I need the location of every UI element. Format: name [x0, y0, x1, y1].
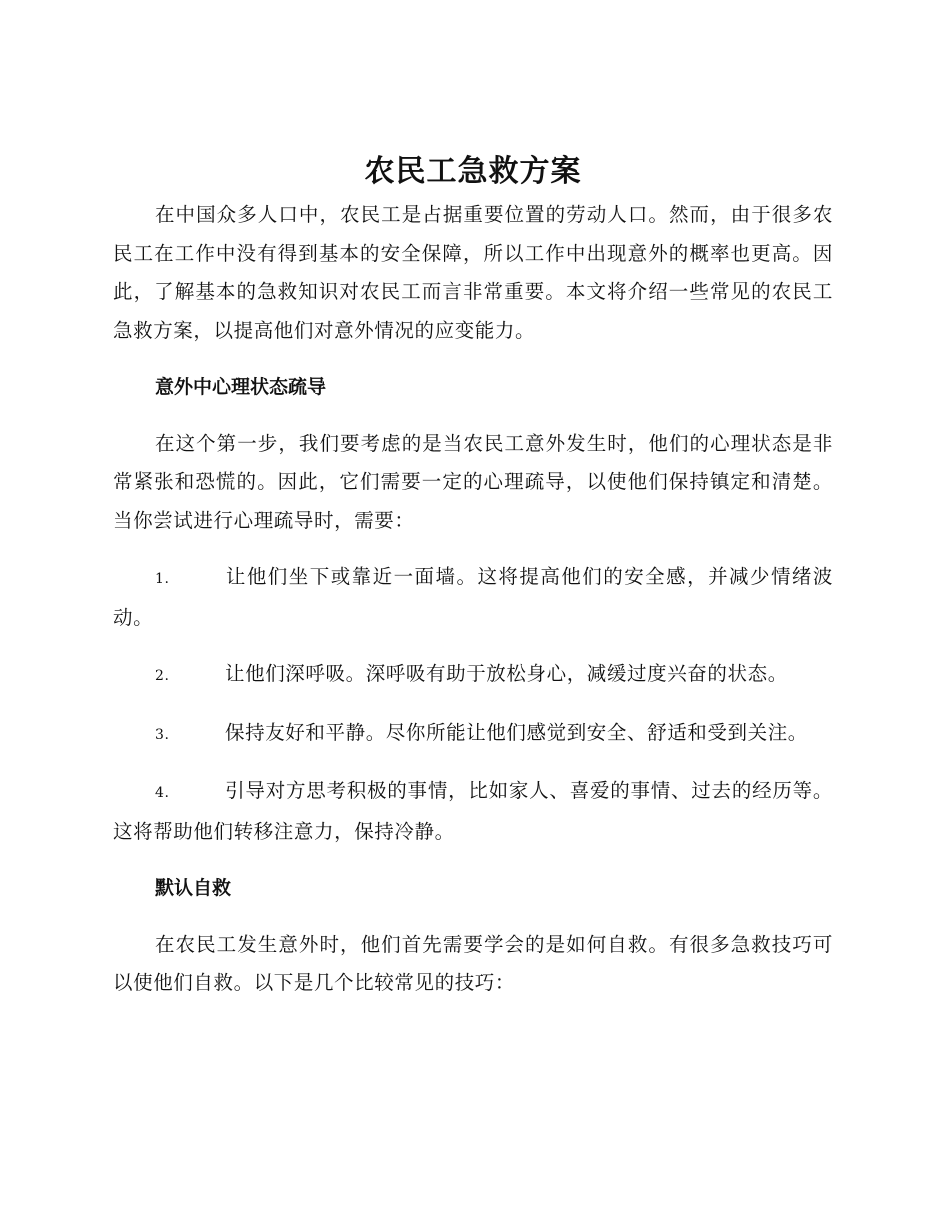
list-item-text: 让他们深呼吸。深呼吸有助于放松身心，减缓过度兴奋的状态。: [225, 662, 788, 685]
section-heading-self-rescue: 默认自救: [155, 877, 232, 899]
list-number: 1.: [155, 571, 170, 587]
section-heading-psychological: 意外中心理状态疏导: [155, 376, 327, 398]
spacer: [113, 908, 833, 926]
spacer: [113, 407, 833, 425]
spacer: [113, 540, 833, 558]
list-number: 3.: [155, 726, 170, 743]
spacer: [113, 851, 833, 869]
list-item: [113, 772, 833, 851]
spacer: [113, 696, 833, 714]
list-item-text: 让他们坐下或靠近一面墙。这将提高他们的安全感，并减少情绪波动。: [113, 565, 833, 629]
section1-paragraph: 在这个第一步，我们要考虑的是当农民工意外发生时，他们的心理状态是非常紧张和恐慌的。因此，它们需要一定的心理疏导，以使他们保持镇定和清楚。当你尝试进行心理疏导时，需要：: [113, 431, 833, 532]
intro-paragraph: 在中国众多人口中，农民工是占据重要位置的劳动人口。然而，由于很多农民工在工作中没有得到基本的安全保障，所以工作中出现意外的概率也更高。因此，了解基本的急救知识对农民工而言非常重要。本文将介绍一些常见的农民工急救方案，以提高他们对意外情况的应变能力。: [113, 203, 833, 342]
spacer: [113, 637, 833, 655]
spacer: [113, 350, 833, 368]
section2-paragraph: 在农民工发生意外时，他们首先需要学会的是如何自救。有很多急救技巧可以使他们自救。以下是几个比较常见的技巧：: [113, 932, 833, 994]
spacer: [113, 754, 833, 772]
list-item-text: 保持友好和平静。尽你所能让他们感觉到安全、舒适和受到关注。: [225, 720, 808, 744]
list-number: 4.: [155, 785, 170, 801]
list-item: [113, 714, 833, 755]
list-number: 2.: [155, 668, 170, 684]
list-item: [113, 558, 833, 637]
document-title: 农民工急救方案: [364, 154, 582, 189]
list-item: [113, 655, 833, 696]
list-item-text: 引导对方思考积极的事情，比如家人、喜爱的事情、过去的经历等。这将帮助他们转移注意力，保持冷静。: [113, 779, 833, 843]
document-content: [113, 148, 833, 1003]
